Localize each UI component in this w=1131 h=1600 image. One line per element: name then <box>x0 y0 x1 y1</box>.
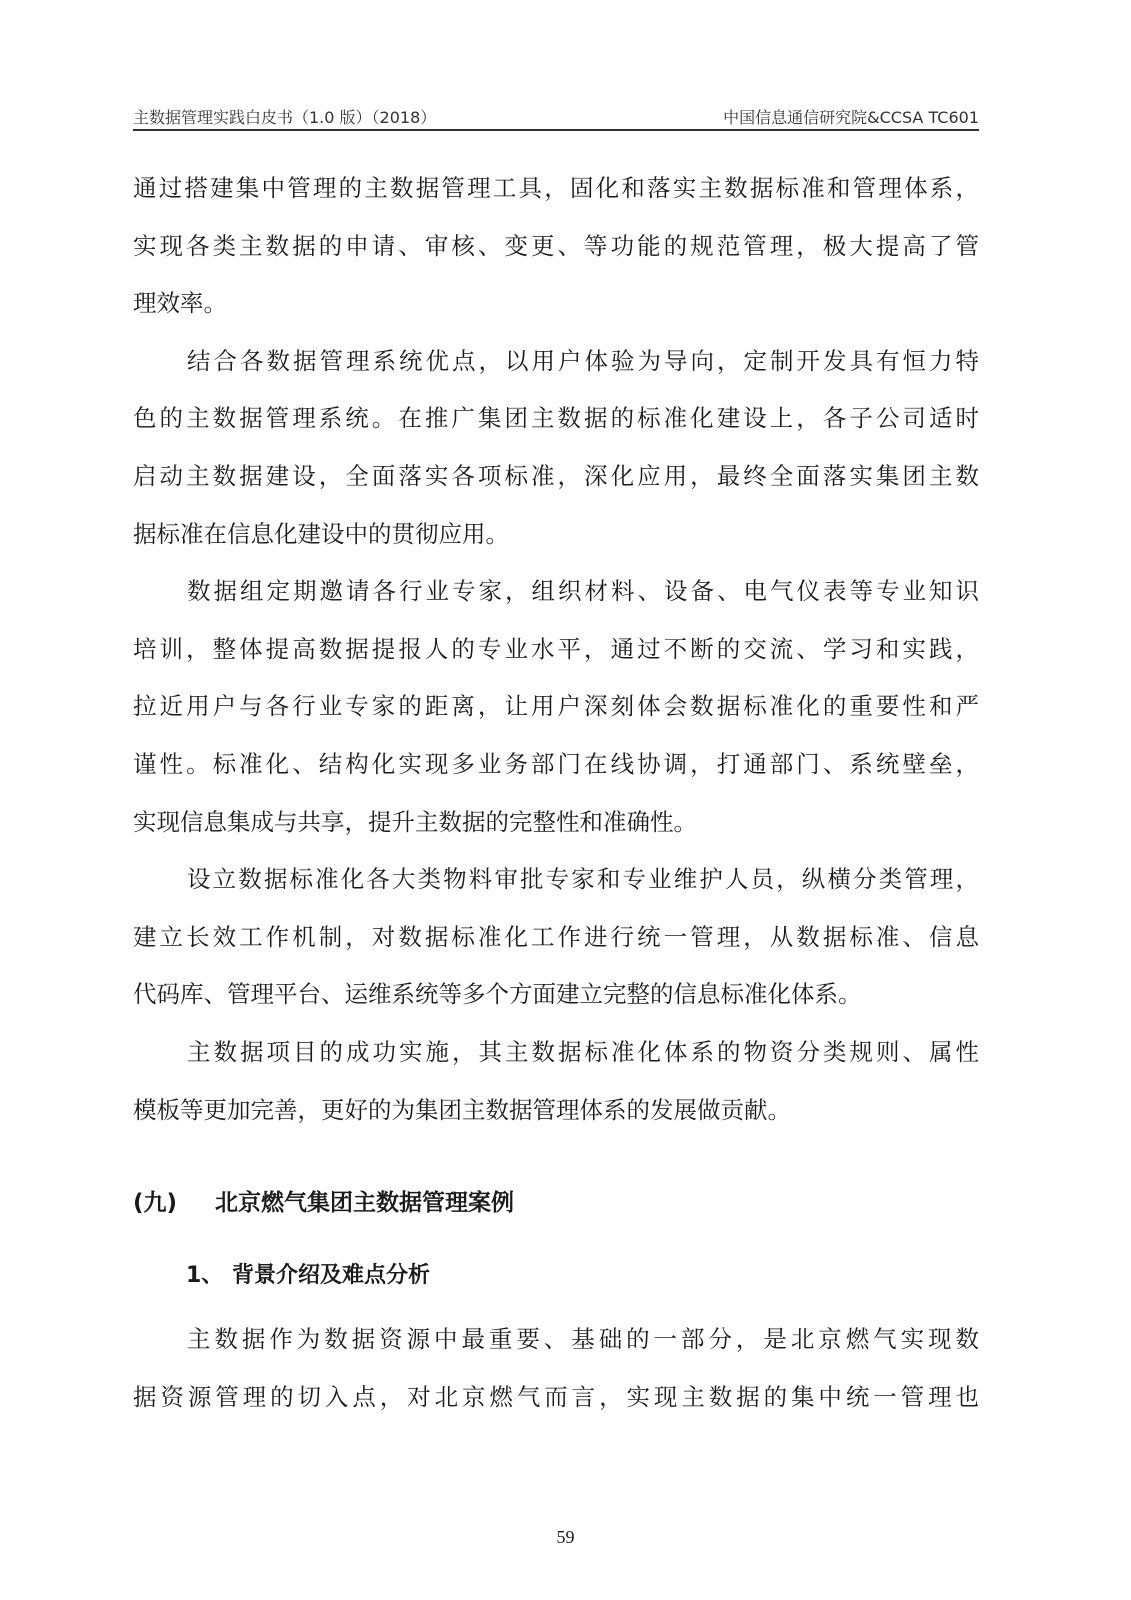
section-number: (九) <box>133 1190 178 1216</box>
paragraph-line: 通过搭建集中管理的主数据管理工具，固化和落实主数据标准和管理体系， <box>133 174 979 202</box>
paragraph-line: 代码库、管理平台、运维系统等多个方面建立完整的信息标准化体系。 <box>133 980 862 1009</box>
subsection-title: 背景介绍及难点分析 <box>232 1263 431 1288</box>
header-organization: 中国信息通信研究院&CCSA TC601 <box>723 108 979 127</box>
paragraph-line: 色的主数据管理系统。在推广集团主数据的标准化建设上，各子公司适时 <box>133 404 979 433</box>
paragraph-line: 主数据作为数据资源中最重要、基础的一部分，是北京燃气实现数 <box>187 1325 979 1353</box>
section-title: 北京燃气集团主数据管理案例 <box>215 1190 514 1216</box>
paragraph-line: 主数据项目的成功实施，其主数据标准化体系的物资分类规则、属性 <box>187 1037 979 1066</box>
paragraph-line: 拉近用户与各行业专家的距离，让用户深刻体会数据标准化的重要性和严 <box>133 692 979 721</box>
page-number: 59 <box>556 1527 575 1547</box>
paragraph-line: 据标准在信息化建设中的贯彻应用。 <box>133 519 509 548</box>
body-text <box>133 168 979 1147</box>
paragraph-line: 结合各数据管理系统优点，以用户体验为导向，定制开发具有恒力特 <box>187 346 979 375</box>
header-document-title: 主数据管理实践白皮书（1.0 版）（2018） <box>133 108 437 127</box>
paragraph-line: 据资源管理的切入点，对北京燃气而言，实现主数据的集中统一管理也 <box>133 1382 979 1411</box>
subsection-number: 1、 <box>186 1263 224 1288</box>
paragraph-line: 启动主数据建设，全面落实各项标准，深化应用，最终全面落实集团主数 <box>133 461 979 490</box>
paragraph-line: 建立长效工作机制，对数据标准化工作进行统一管理，从数据标准、信息 <box>133 922 979 951</box>
body-text-section <box>133 1319 979 1434</box>
paragraph-line: 理效率。 <box>133 289 227 318</box>
paragraph-line: 实现各类主数据的申请、审核、变更、等功能的规范管理，极大提高了管 <box>133 231 979 260</box>
paragraph-line: 设立数据标准化各大类物料审批专家和专业维护人员，纵横分类管理， <box>187 865 979 894</box>
paragraph-line: 模板等更加完善，更好的为集团主数据管理体系的发展做贡献。 <box>133 1095 791 1124</box>
section-heading <box>133 1183 514 1223</box>
paragraph-line: 数据组定期邀请各行业专家，组织材料、设备、电气仪表等专业知识 <box>187 577 979 606</box>
paragraph-line: 谨性。标准化、结构化实现多业务部门在线协调，打通部门、系统壁垒， <box>133 749 979 778</box>
paragraph-line: 培训，整体提高数据提报人的专业水平，通过不断的交流、学习和实践， <box>133 634 979 663</box>
page-header <box>133 103 979 131</box>
subsection-heading <box>186 1256 430 1296</box>
paragraph-line: 实现信息集成与共享，提升主数据的完整性和准确性。 <box>133 807 697 836</box>
